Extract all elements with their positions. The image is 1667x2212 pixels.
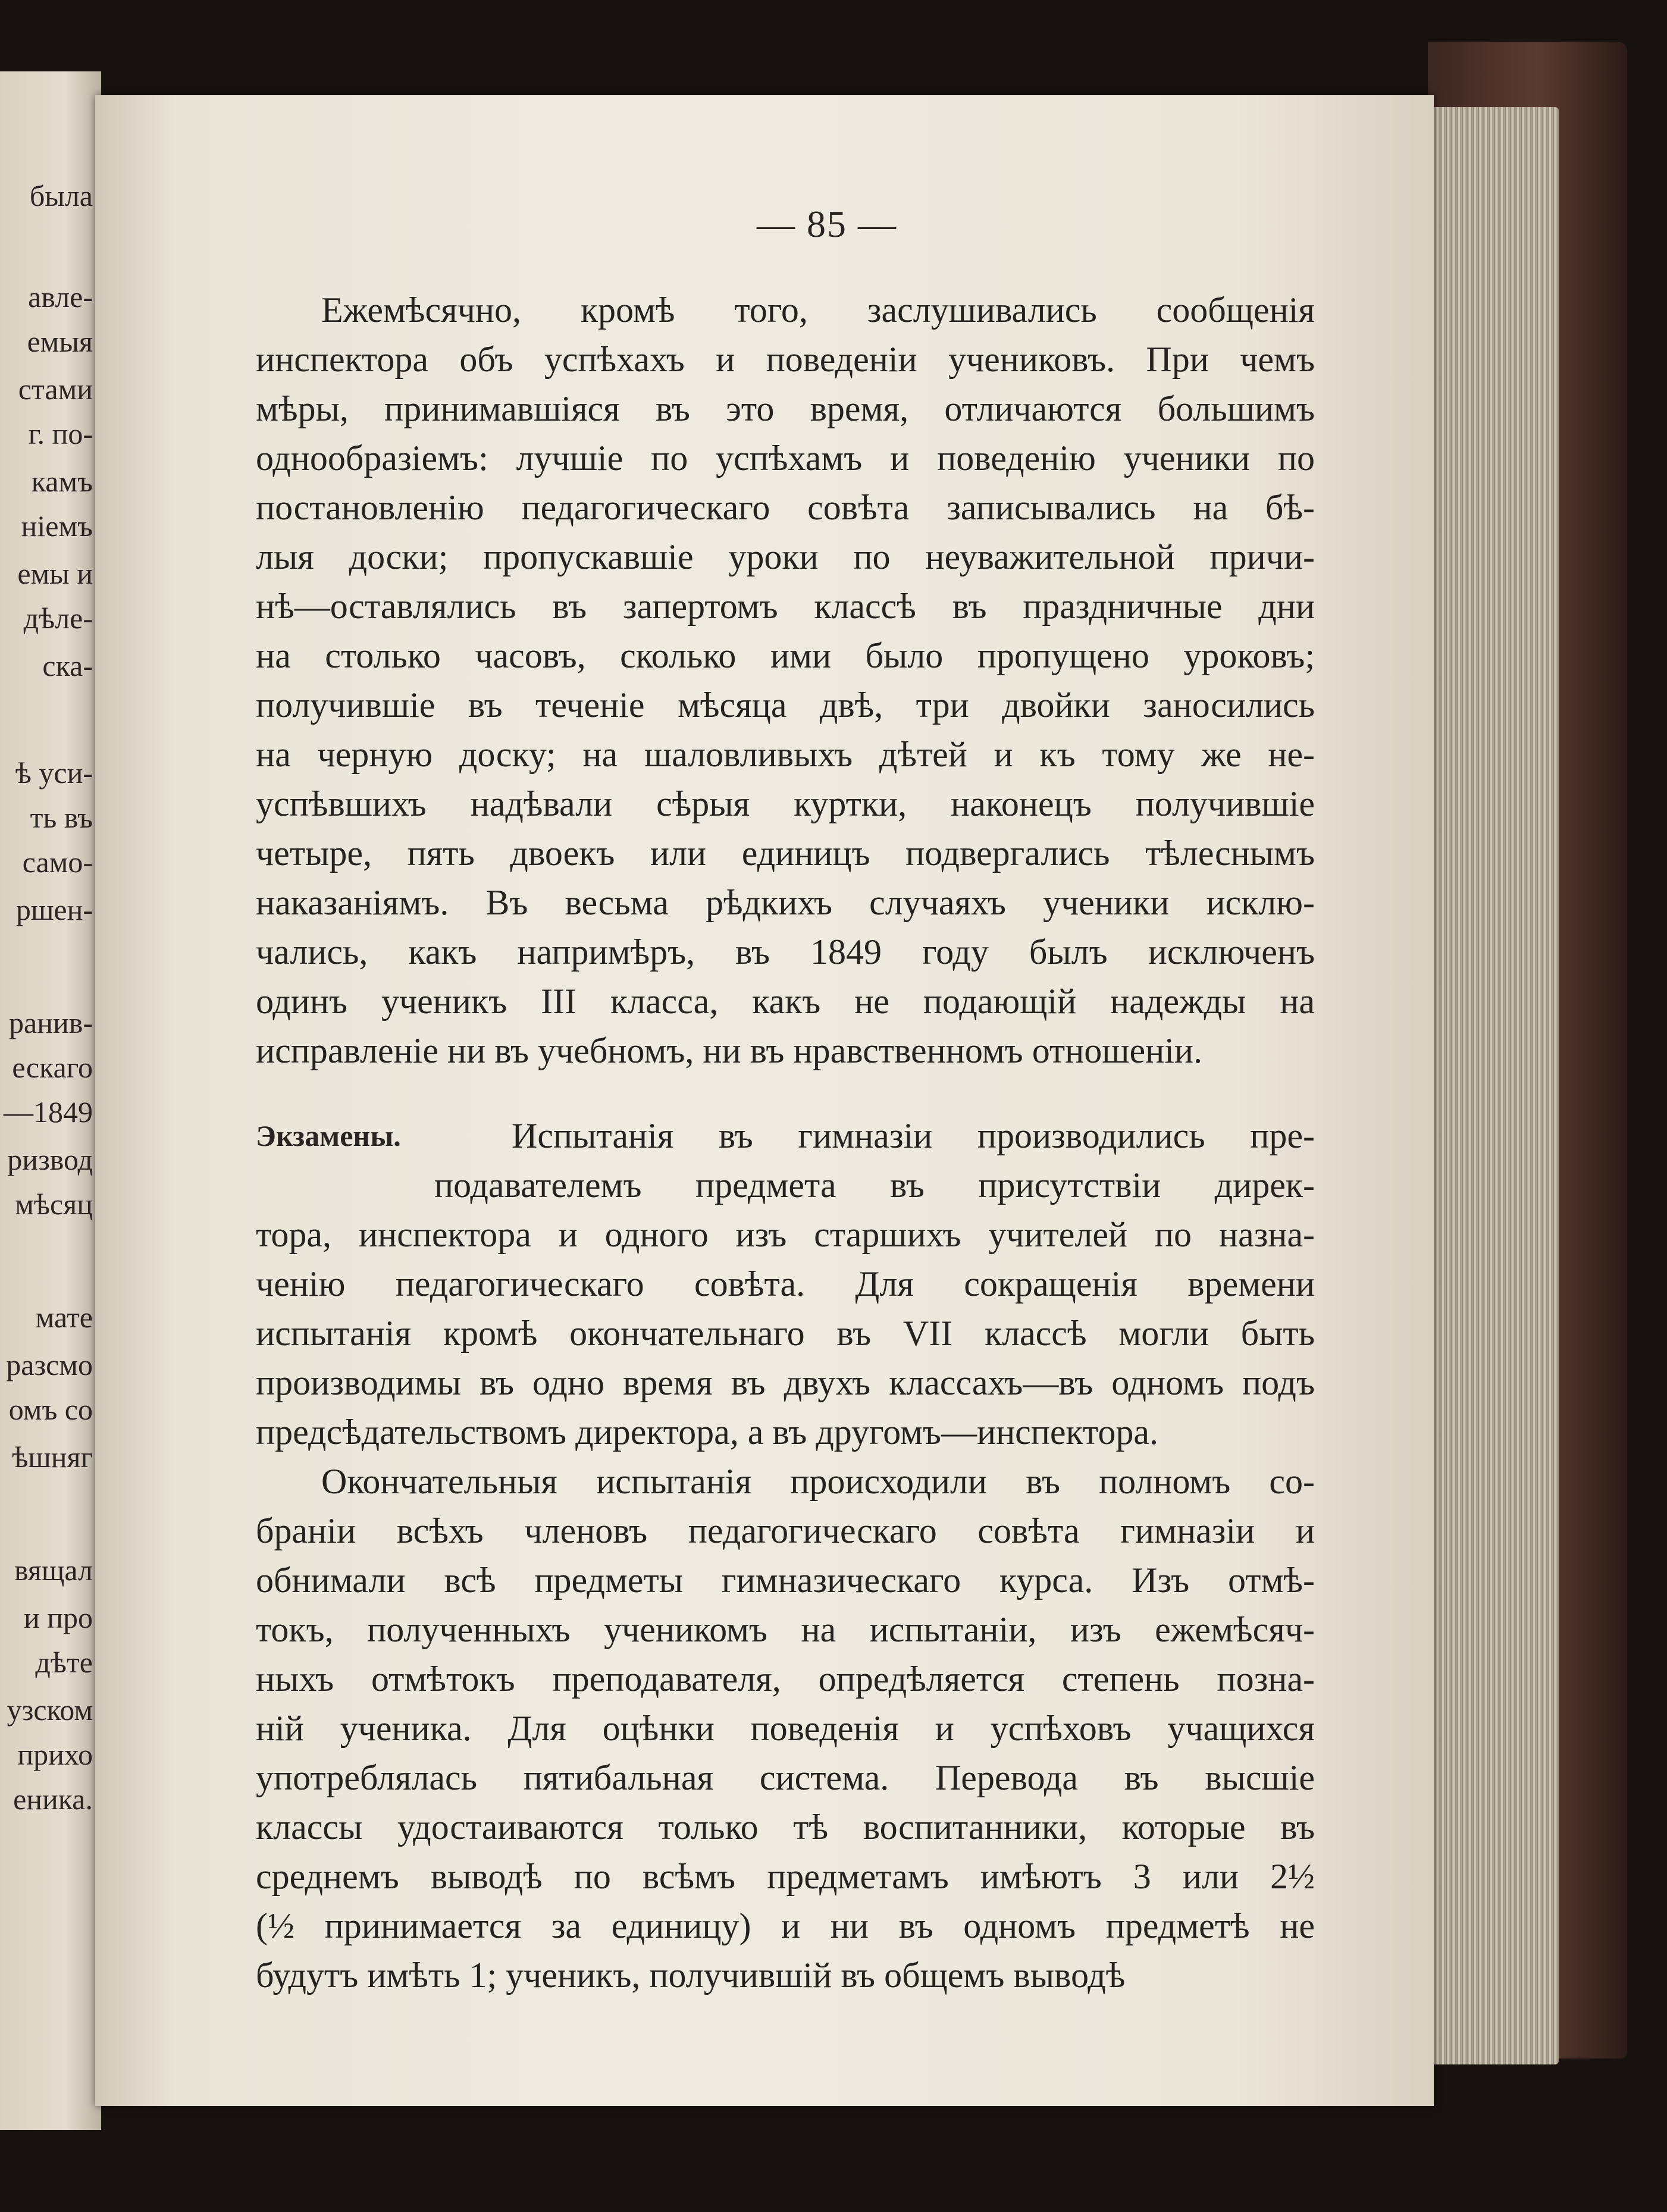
- text-line: инспектора объ успѣхахъ и поведеніи учениковъ. При чемъ: [256, 340, 1315, 379]
- text-line: среднемъ выводѣ по всѣмъ предметамъ имѣютъ 3 или 2½: [256, 1857, 1315, 1896]
- left-page-fragment: и про: [23, 1601, 93, 1634]
- left-page-fragment: мѣсяц: [15, 1188, 93, 1221]
- paragraph-gap: [256, 1076, 1315, 1111]
- left-page-fragment: стами: [18, 372, 93, 406]
- left-page-fragment: —1849: [4, 1095, 93, 1129]
- text-line: употреблялась пятибальная система. Перевода въ высшіе: [256, 1758, 1315, 1797]
- left-page-fragment: ѣшняг: [12, 1440, 93, 1474]
- left-page-fragment: ска-: [42, 649, 93, 682]
- left-facing-page: [0, 71, 101, 2130]
- text-line: Ежемѣсячно, кромѣ того, заслушивались сообщенія: [321, 290, 1315, 330]
- page-number: — 85 —: [757, 203, 897, 245]
- text-line: чались, какъ напримѣръ, въ 1849 году былъ исключенъ: [256, 932, 1315, 972]
- text-line: классы удостаиваются только тѣ воспитанники, которые въ: [256, 1807, 1315, 1847]
- text-line: подавателемъ предмета въ присутствіи дирек-: [434, 1165, 1315, 1205]
- left-page-fragment: омъ со: [8, 1393, 93, 1426]
- left-page-fragment: камъ: [31, 465, 93, 498]
- text-line: постановленію педагогическаго совѣта записывались на бѣ-: [256, 488, 1315, 527]
- left-page-fragment: еника.: [13, 1782, 93, 1816]
- paragraph-3: [256, 1457, 1315, 2000]
- text-line: наказаніямъ. Въ весьма рѣдкихъ случаяхъ ученики исклю-: [256, 883, 1315, 922]
- text-line: мѣры, принимавшіяся въ это время, отличаются большимъ: [256, 389, 1315, 428]
- left-page-fragment: ѣ уси-: [15, 756, 93, 789]
- text-line: получившіе въ теченіе мѣсяца двѣ, три двойки заносились: [256, 685, 1315, 725]
- text-line: ченію педагогическаго совѣта. Для сокращенія времени: [256, 1264, 1315, 1304]
- left-page-fragment: авле-: [28, 280, 93, 314]
- text-line: нѣ—оставлялись въ запертомъ классѣ въ праздничные дни: [256, 587, 1315, 626]
- left-page-fragment: ніемъ: [21, 509, 93, 543]
- text-line: будутъ имѣть 1; ученикъ, получившій въ общемъ выводѣ: [256, 1956, 1126, 1995]
- section-label: Экзамены.: [256, 1119, 401, 1152]
- left-page-fragment: была: [29, 179, 93, 212]
- text-line: ныхъ отмѣтокъ преподавателя, опредѣляется степень позна-: [256, 1659, 1315, 1699]
- text-line: Окончательныя испытанія происходили въ полномъ со-: [321, 1462, 1315, 1501]
- left-page-fragment: узском: [7, 1693, 93, 1727]
- text-line: предсѣдательствомъ директора, а въ другомъ—инспектора.: [256, 1412, 1158, 1452]
- left-page-fragment: прихо: [17, 1738, 93, 1771]
- left-page-fragment: ризвод: [7, 1143, 93, 1176]
- text-line: успѣвшихъ надѣвали сѣрыя куртки, наконецъ получившіе: [256, 784, 1315, 823]
- text-line: Испытанія въ гимназіи производились пре-: [512, 1116, 1315, 1155]
- left-page-fragment: дѣле-: [23, 601, 93, 635]
- left-page-fragment: вящал: [14, 1553, 93, 1587]
- page-text: [256, 286, 1315, 2000]
- text-line: (½ принимается за единицу) и ни въ одномъ предметѣ не: [256, 1906, 1315, 1945]
- text-line: лыя доски; пропускавшіе уроки по неуважительной причи-: [256, 537, 1315, 577]
- left-page-fragment: ранив-: [9, 1006, 93, 1039]
- text-line: тора, инспектора и одного изъ старшихъ учителей по назна-: [256, 1215, 1315, 1254]
- book-page: [95, 95, 1434, 2106]
- paragraph-2: [256, 1111, 1315, 1457]
- left-page-fragment: мате: [35, 1301, 93, 1334]
- text-line: браніи всѣхъ членовъ педагогическаго совѣта гимназіи и: [256, 1511, 1315, 1550]
- text-line: производимы въ одно время въ двухъ классахъ—въ одномъ подъ: [256, 1363, 1315, 1402]
- left-page-fragment: г. по-: [28, 417, 93, 450]
- left-page-fragment: разсмо: [6, 1348, 93, 1381]
- left-page-fragment: емы и: [17, 557, 93, 590]
- text-line: токъ, полученныхъ ученикомъ на испытаніи, изъ ежемѣсяч-: [256, 1610, 1315, 1649]
- text-line: четыре, пять двоекъ или единицъ подвергались тѣлеснымъ: [256, 834, 1315, 873]
- text-line: испытанія кромѣ окончательнаго въ VII классѣ могли быть: [256, 1314, 1315, 1353]
- text-line: ній ученика. Для оцѣнки поведенія и успѣховъ учащихся: [256, 1709, 1315, 1748]
- text-line: исправленіе ни въ учебномъ, ни въ нравственномъ отношеніи.: [256, 1031, 1202, 1070]
- left-page-fragment: ршен-: [15, 893, 93, 926]
- left-page-fragment: дѣте: [35, 1646, 93, 1679]
- text-line: обнимали всѣ предметы гимназическаго курса. Изъ отмѣ-: [256, 1561, 1315, 1600]
- left-page-fragment: ть въ: [30, 801, 93, 834]
- left-page-fragment: ескаго: [12, 1051, 93, 1084]
- text-line: на черную доску; на шаловливыхъ дѣтей и къ тому же не-: [256, 735, 1315, 774]
- text-line: одинъ ученикъ III класса, какъ не подающій надежды на: [256, 982, 1315, 1021]
- text-line: однообразіемъ: лучшіе по успѣхамъ и поведенію ученики по: [256, 438, 1315, 478]
- left-page-fragment: емыя: [27, 325, 93, 358]
- text-line: на столько часовъ, сколько ими было пропущено уроковъ;: [256, 636, 1315, 675]
- section-exams: [256, 1111, 1315, 1457]
- paragraph-1: [256, 286, 1315, 1076]
- left-page-fragment: само-: [22, 845, 93, 879]
